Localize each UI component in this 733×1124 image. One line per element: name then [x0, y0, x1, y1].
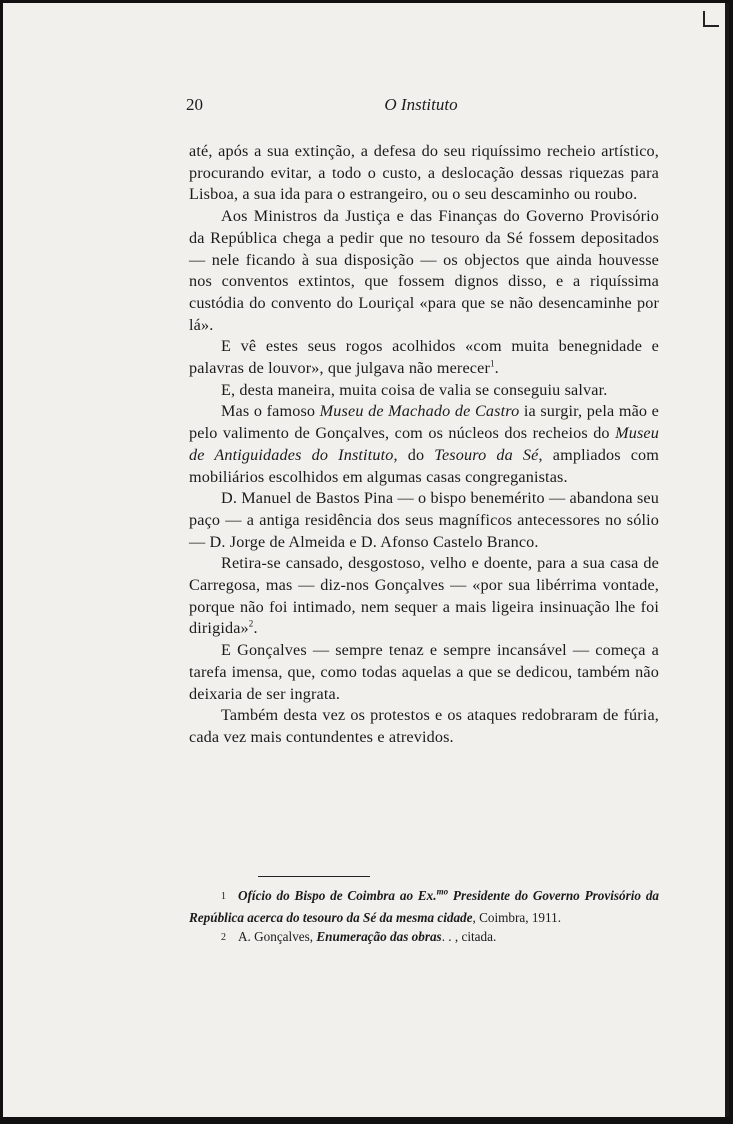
page-header — [186, 95, 656, 123]
running-title: O Instituto — [384, 95, 458, 114]
paragraph-8: E Gonçalves — sempre tenaz e sempre incansável — começa a tarefa imensa, que, como todas aquelas a que se dedicou, também não deixaria de ser ingrata. — [189, 641, 659, 703]
museu-antiguidades-title: Museu de Antiguidades do Instituto — [189, 424, 659, 464]
paragraph-4: E, desta maneira, muita coisa de valia se conseguiu salvar. — [221, 380, 608, 399]
footnote-2-mark: 2 — [221, 932, 226, 943]
footnote-2-title: Enumeração das obras — [316, 929, 442, 944]
footnote-1 — [189, 886, 659, 927]
tesouro-title: Tesouro da Sé — [434, 445, 539, 464]
footnote-divider — [258, 876, 370, 877]
page-number: 20 — [186, 95, 203, 114]
footnote-1-sup: mo — [436, 886, 449, 897]
footnote-1-title-b: Presidente do Governo Provisório da República acerca do tesouro da Sé da mesma cidade — [189, 888, 660, 925]
crop-mark — [703, 11, 719, 27]
footnote-1-title-a: Ofício do Bispo de Coimbra ao Ex. — [238, 888, 437, 903]
footnotes — [189, 886, 659, 949]
paragraph-3-text: E vê estes seus rogos acolhidos «com muita benegnidade e palavras de louvor», que julgava não merecer — [189, 337, 659, 378]
paragraph-5 — [189, 401, 659, 488]
paragraph-9: Também desta vez os protestos e os ataques redobraram de fúria, cada vez mais contundentes e atrevidos. — [189, 706, 659, 746]
paragraph-3 — [189, 336, 659, 379]
paragraph-7-text: Retira-se cansado, desgostoso, velho e doente, para a sua casa de Carregosa, mas — diz-nos Gonçalves — «por sua libérrima vontade, porque não foi intimado, nem sequer a mais ligeira insinuação lhe foi dirigida» — [189, 554, 659, 638]
paragraph-3-end: . — [494, 359, 499, 378]
paragraph-2: Aos Ministros da Justiça e das Finanças do Governo Provisório da República chega a pedir que no tesouro da Sé fossem depositados — nele ficando à sua disposição — os objectos que ainda houvesse nos conventos extintos, que fossem dignos disso, e a riquíssima custódia do convento do Louriçal «para que se não desencaminhe por lá». — [189, 207, 659, 334]
document-page — [3, 3, 729, 1117]
paragraph-7-end: . — [253, 619, 258, 638]
footnote-2 — [189, 927, 659, 949]
museu-title: Museu de Machado de Castro — [319, 402, 520, 421]
footnote-ref-1: 1 — [490, 358, 495, 369]
footnote-2-a: A. Gonçalves, — [238, 929, 317, 944]
paragraph-5-c: , do — [393, 445, 435, 464]
paragraph-1: até, após a sua extinção, a defesa do seu riquíssimo recheio artístico, procurando evitar, a todo o custo, a deslocação dessas riquezas para Lisboa, a sua ida para o estrangeiro, ou o seu descaminho ou roubo. — [189, 142, 659, 204]
footnote-1-mark: 1 — [221, 891, 226, 902]
body-text — [189, 141, 659, 749]
footnote-2-end: . . , citada. — [441, 929, 497, 944]
paragraph-5-b: ia surgir, pela mão e pelo valimento de Gonçalves, com os núcleos dos recheios do — [189, 402, 659, 443]
paragraph-5-a: Mas o famoso — [221, 402, 320, 421]
paragraph-5-d: , ampliados com mobiliários escolhidos em algumas casas congreganistas. — [189, 445, 660, 486]
footnote-1-end: , Coimbra, 1911. — [472, 909, 562, 925]
paragraph-6: D. Manuel de Bastos Pina — o bispo benemérito — abandona seu paço — a antiga residência dos seus magníficos antecessores no sólio — D. Jorge de Almeida e D. Afonso Castelo Branco. — [189, 489, 659, 551]
footnote-ref-2: 2 — [248, 619, 254, 630]
paragraph-7 — [189, 553, 659, 640]
